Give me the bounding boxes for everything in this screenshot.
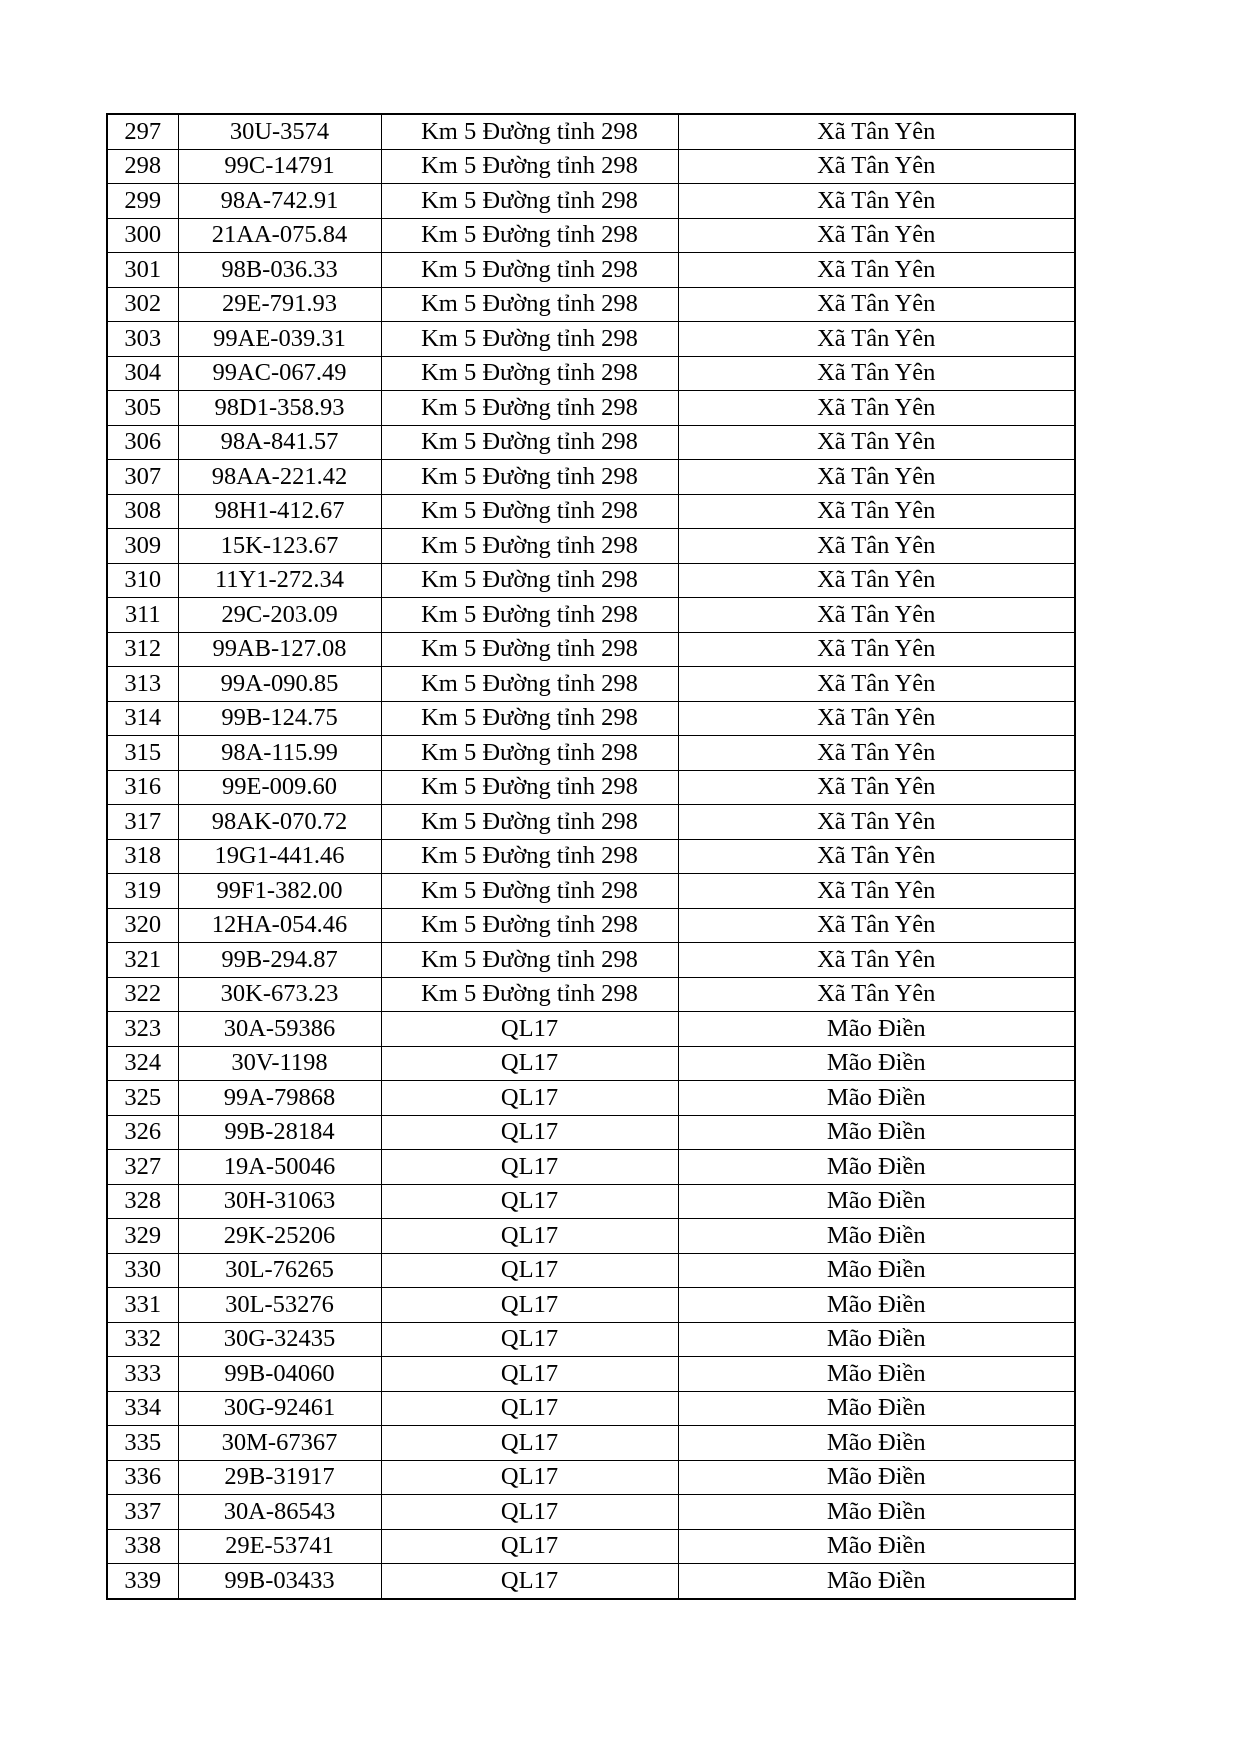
license-plate-cell: 30U-3574 [178,114,381,149]
location-cell: QL17 [381,1357,678,1392]
location-cell: Km 5 Đường tỉnh 298 [381,391,678,426]
location-cell: Km 5 Đường tỉnh 298 [381,943,678,978]
row-number-cell: 299 [107,184,178,219]
row-number-cell: 300 [107,218,178,253]
location-cell: Km 5 Đường tỉnh 298 [381,184,678,219]
location-cell: Km 5 Đường tỉnh 298 [381,425,678,460]
location-cell: QL17 [381,1495,678,1530]
license-plate-cell: 30G-32435 [178,1322,381,1357]
table-row [107,667,1075,702]
license-plate-cell: 30A-59386 [178,1012,381,1047]
vehicle-records-table [106,113,1076,1600]
location-cell: QL17 [381,1288,678,1323]
table-row [107,1150,1075,1185]
location-cell: Km 5 Đường tỉnh 298 [381,632,678,667]
license-plate-cell: 98B-036.33 [178,253,381,288]
location-cell: Km 5 Đường tỉnh 298 [381,908,678,943]
license-plate-cell: 98A-115.99 [178,736,381,771]
area-cell: Mão Điền [678,1564,1075,1599]
area-cell: Xã Tân Yên [678,114,1075,149]
license-plate-cell: 11Y1-272.34 [178,563,381,598]
location-cell: QL17 [381,1391,678,1426]
row-number-cell: 316 [107,770,178,805]
row-number-cell: 334 [107,1391,178,1426]
area-cell: Mão Điền [678,1322,1075,1357]
license-plate-cell: 29E-53741 [178,1529,381,1564]
row-number-cell: 311 [107,598,178,633]
license-plate-cell: 99AC-067.49 [178,356,381,391]
table-row [107,1495,1075,1530]
table-row [107,1115,1075,1150]
row-number-cell: 324 [107,1046,178,1081]
row-number-cell: 314 [107,701,178,736]
row-number-cell: 297 [107,114,178,149]
license-plate-cell: 99B-28184 [178,1115,381,1150]
location-cell: Km 5 Đường tỉnh 298 [381,770,678,805]
area-cell: Xã Tân Yên [678,494,1075,529]
area-cell: Mão Điền [678,1046,1075,1081]
area-cell: Mão Điền [678,1253,1075,1288]
area-cell: Xã Tân Yên [678,770,1075,805]
area-cell: Xã Tân Yên [678,736,1075,771]
area-cell: Xã Tân Yên [678,460,1075,495]
license-plate-cell: 12HA-054.46 [178,908,381,943]
location-cell: QL17 [381,1322,678,1357]
row-number-cell: 326 [107,1115,178,1150]
license-plate-cell: 99A-79868 [178,1081,381,1116]
row-number-cell: 307 [107,460,178,495]
row-number-cell: 335 [107,1426,178,1461]
license-plate-cell: 30G-92461 [178,1391,381,1426]
area-cell: Xã Tân Yên [678,218,1075,253]
area-cell: Xã Tân Yên [678,287,1075,322]
row-number-cell: 327 [107,1150,178,1185]
area-cell: Xã Tân Yên [678,529,1075,564]
location-cell: Km 5 Đường tỉnh 298 [381,563,678,598]
license-plate-cell: 98D1-358.93 [178,391,381,426]
table-row [107,322,1075,357]
row-number-cell: 306 [107,425,178,460]
license-plate-cell: 21AA-075.84 [178,218,381,253]
license-plate-cell: 29E-791.93 [178,287,381,322]
area-cell: Mão Điền [678,1150,1075,1185]
license-plate-cell: 30V-1198 [178,1046,381,1081]
location-cell: QL17 [381,1115,678,1150]
license-plate-cell: 29C-203.09 [178,598,381,633]
row-number-cell: 302 [107,287,178,322]
row-number-cell: 336 [107,1460,178,1495]
table-row [107,1564,1075,1599]
location-cell: QL17 [381,1184,678,1219]
row-number-cell: 305 [107,391,178,426]
license-plate-cell: 30L-76265 [178,1253,381,1288]
table-row [107,253,1075,288]
row-number-cell: 323 [107,1012,178,1047]
row-number-cell: 333 [107,1357,178,1392]
location-cell: Km 5 Đường tỉnh 298 [381,253,678,288]
table-row [107,287,1075,322]
area-cell: Xã Tân Yên [678,667,1075,702]
location-cell: Km 5 Đường tỉnh 298 [381,460,678,495]
table-row [107,149,1075,184]
license-plate-cell: 30A-86543 [178,1495,381,1530]
row-number-cell: 317 [107,805,178,840]
location-cell: Km 5 Đường tỉnh 298 [381,805,678,840]
location-cell: Km 5 Đường tỉnh 298 [381,356,678,391]
location-cell: Km 5 Đường tỉnh 298 [381,598,678,633]
table-row [107,460,1075,495]
area-cell: Xã Tân Yên [678,425,1075,460]
row-number-cell: 298 [107,149,178,184]
table-row [107,391,1075,426]
location-cell: QL17 [381,1046,678,1081]
table-row [107,1426,1075,1461]
location-cell: QL17 [381,1081,678,1116]
area-cell: Mão Điền [678,1460,1075,1495]
area-cell: Mão Điền [678,1081,1075,1116]
table-row [107,701,1075,736]
area-cell: Xã Tân Yên [678,563,1075,598]
area-cell: Xã Tân Yên [678,253,1075,288]
table-row [107,529,1075,564]
row-number-cell: 312 [107,632,178,667]
table-row [107,1253,1075,1288]
location-cell: QL17 [381,1219,678,1254]
row-number-cell: 304 [107,356,178,391]
license-plate-cell: 98H1-412.67 [178,494,381,529]
area-cell: Xã Tân Yên [678,391,1075,426]
license-plate-cell: 99C-14791 [178,149,381,184]
location-cell: Km 5 Đường tỉnh 298 [381,736,678,771]
license-plate-cell: 29B-31917 [178,1460,381,1495]
area-cell: Xã Tân Yên [678,356,1075,391]
area-cell: Mão Điền [678,1115,1075,1150]
table-row [107,874,1075,909]
table-row [107,1184,1075,1219]
table-row [107,805,1075,840]
area-cell: Xã Tân Yên [678,632,1075,667]
table-row [107,425,1075,460]
license-plate-cell: 30M-67367 [178,1426,381,1461]
table-row [107,1046,1075,1081]
row-number-cell: 313 [107,667,178,702]
location-cell: Km 5 Đường tỉnh 298 [381,701,678,736]
table-row [107,1288,1075,1323]
location-cell: QL17 [381,1564,678,1599]
row-number-cell: 301 [107,253,178,288]
table-row [107,184,1075,219]
license-plate-cell: 19A-50046 [178,1150,381,1185]
location-cell: QL17 [381,1253,678,1288]
area-cell: Xã Tân Yên [678,805,1075,840]
location-cell: QL17 [381,1426,678,1461]
table-body [107,114,1075,1599]
table-row [107,356,1075,391]
area-cell: Xã Tân Yên [678,874,1075,909]
table-row [107,1357,1075,1392]
license-plate-cell: 99B-03433 [178,1564,381,1599]
location-cell: Km 5 Đường tỉnh 298 [381,839,678,874]
table-row [107,632,1075,667]
license-plate-cell: 98A-841.57 [178,425,381,460]
location-cell: Km 5 Đường tỉnh 298 [381,322,678,357]
area-cell: Mão Điền [678,1357,1075,1392]
row-number-cell: 322 [107,977,178,1012]
table-row [107,1529,1075,1564]
row-number-cell: 308 [107,494,178,529]
location-cell: Km 5 Đường tỉnh 298 [381,149,678,184]
location-cell: QL17 [381,1012,678,1047]
area-cell: Xã Tân Yên [678,977,1075,1012]
license-plate-cell: 98AK-070.72 [178,805,381,840]
row-number-cell: 332 [107,1322,178,1357]
table-row [107,114,1075,149]
table-row [107,598,1075,633]
license-plate-cell: 30L-53276 [178,1288,381,1323]
location-cell: Km 5 Đường tỉnh 298 [381,874,678,909]
location-cell: Km 5 Đường tỉnh 298 [381,977,678,1012]
row-number-cell: 325 [107,1081,178,1116]
area-cell: Mão Điền [678,1219,1075,1254]
table-row [107,908,1075,943]
location-cell: Km 5 Đường tỉnh 298 [381,667,678,702]
row-number-cell: 315 [107,736,178,771]
license-plate-cell: 98AA-221.42 [178,460,381,495]
area-cell: Mão Điền [678,1391,1075,1426]
location-cell: Km 5 Đường tỉnh 298 [381,287,678,322]
location-cell: Km 5 Đường tỉnh 298 [381,529,678,564]
location-cell: QL17 [381,1529,678,1564]
table-row [107,943,1075,978]
area-cell: Xã Tân Yên [678,322,1075,357]
row-number-cell: 309 [107,529,178,564]
license-plate-cell: 99E-009.60 [178,770,381,805]
table-row [107,1460,1075,1495]
row-number-cell: 330 [107,1253,178,1288]
row-number-cell: 328 [107,1184,178,1219]
row-number-cell: 318 [107,839,178,874]
row-number-cell: 321 [107,943,178,978]
table-row [107,1219,1075,1254]
area-cell: Xã Tân Yên [678,184,1075,219]
row-number-cell: 319 [107,874,178,909]
table-row [107,839,1075,874]
table-row [107,977,1075,1012]
table-row [107,1322,1075,1357]
row-number-cell: 338 [107,1529,178,1564]
row-number-cell: 310 [107,563,178,598]
table-row [107,218,1075,253]
table-row [107,1012,1075,1047]
license-plate-cell: 99AB-127.08 [178,632,381,667]
license-plate-cell: 99B-294.87 [178,943,381,978]
location-cell: Km 5 Đường tỉnh 298 [381,114,678,149]
row-number-cell: 337 [107,1495,178,1530]
license-plate-cell: 98A-742.91 [178,184,381,219]
license-plate-cell: 99B-04060 [178,1357,381,1392]
area-cell: Xã Tân Yên [678,701,1075,736]
row-number-cell: 339 [107,1564,178,1599]
location-cell: Km 5 Đường tỉnh 298 [381,494,678,529]
license-plate-cell: 99AE-039.31 [178,322,381,357]
license-plate-cell: 19G1-441.46 [178,839,381,874]
area-cell: Xã Tân Yên [678,839,1075,874]
license-plate-cell: 99A-090.85 [178,667,381,702]
table-row [107,770,1075,805]
area-cell: Mão Điền [678,1426,1075,1461]
area-cell: Mão Điền [678,1184,1075,1219]
table-row [107,1391,1075,1426]
row-number-cell: 303 [107,322,178,357]
row-number-cell: 329 [107,1219,178,1254]
table-row [107,494,1075,529]
row-number-cell: 320 [107,908,178,943]
area-cell: Xã Tân Yên [678,598,1075,633]
location-cell: Km 5 Đường tỉnh 298 [381,218,678,253]
license-plate-cell: 99F1-382.00 [178,874,381,909]
license-plate-cell: 30H-31063 [178,1184,381,1219]
area-cell: Mão Điền [678,1012,1075,1047]
area-cell: Xã Tân Yên [678,943,1075,978]
location-cell: QL17 [381,1460,678,1495]
area-cell: Mão Điền [678,1529,1075,1564]
table-row [107,563,1075,598]
area-cell: Xã Tân Yên [678,149,1075,184]
area-cell: Xã Tân Yên [678,908,1075,943]
row-number-cell: 331 [107,1288,178,1323]
license-plate-cell: 99B-124.75 [178,701,381,736]
table-row [107,736,1075,771]
license-plate-cell: 29K-25206 [178,1219,381,1254]
table-row [107,1081,1075,1116]
area-cell: Mão Điền [678,1495,1075,1530]
location-cell: QL17 [381,1150,678,1185]
license-plate-cell: 30K-673.23 [178,977,381,1012]
area-cell: Mão Điền [678,1288,1075,1323]
license-plate-cell: 15K-123.67 [178,529,381,564]
